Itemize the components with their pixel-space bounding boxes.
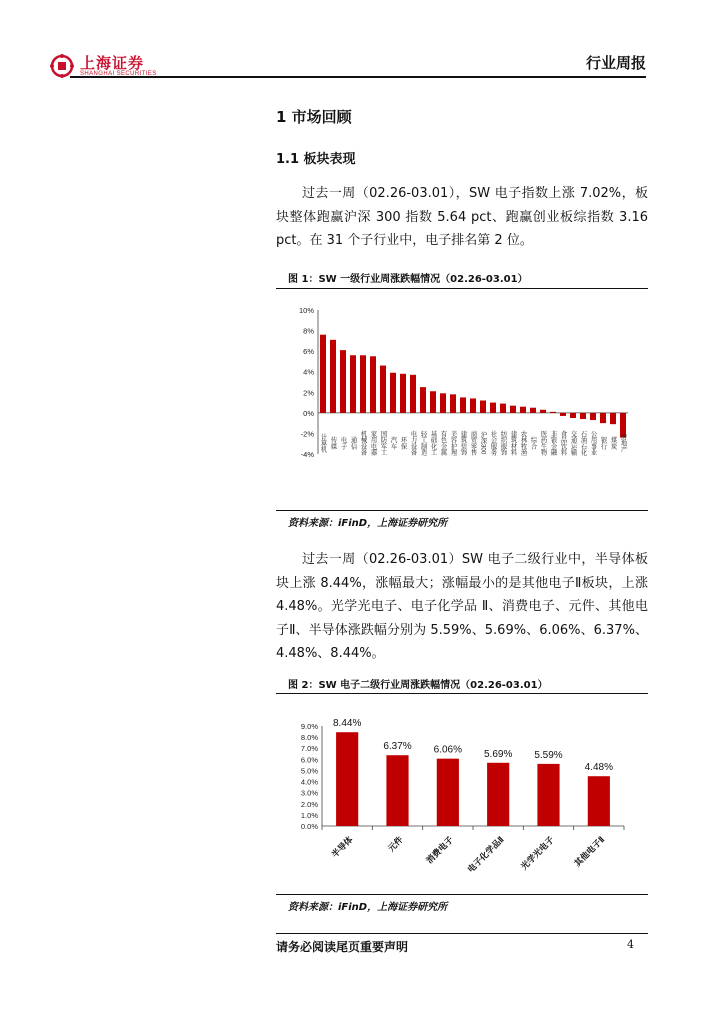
x-category-label: 消费电子 bbox=[424, 834, 456, 866]
bar bbox=[450, 394, 456, 413]
bar bbox=[460, 397, 466, 412]
bar bbox=[540, 410, 546, 413]
paragraph-1: 过去一周（02.26-03.01），SW 电子指数上涨 7.02%，板块整体跑赢沪深 300 指数 5.64 pct、跑赢创业板综指数 3.16 pct。在 31 个子行业中，电子排名第 2 位。 bbox=[276, 186, 648, 248]
y-tick-label: 6% bbox=[303, 347, 314, 357]
bar bbox=[336, 732, 358, 826]
bar bbox=[560, 413, 566, 416]
x-category-label: 医药生物 bbox=[539, 430, 547, 456]
x-category-label: 建筑材料 bbox=[509, 430, 517, 456]
figure-1-title: 图 1：SW 一级行业周涨跌幅情况（02.26-03.01） bbox=[288, 274, 528, 285]
y-tick-label: 7.0% bbox=[300, 744, 318, 754]
x-category-label: 社会服务 bbox=[489, 430, 497, 456]
logo-text-en: SHANGHAI SECURITIES bbox=[80, 70, 157, 77]
bar bbox=[580, 413, 586, 419]
x-category-label: 综合 bbox=[529, 436, 537, 450]
y-tick-label: -2% bbox=[300, 429, 314, 439]
figure-2-title: 图 2：SW 电子二级行业周涨跌幅情况（02.26-03.01） bbox=[288, 680, 548, 691]
x-category-label: 元件 bbox=[385, 834, 405, 854]
bar bbox=[400, 374, 406, 413]
bar bbox=[420, 387, 426, 413]
page-number: 4 bbox=[627, 938, 634, 951]
figure-1-bottom-rule bbox=[276, 510, 648, 511]
bar bbox=[570, 413, 576, 418]
bar bbox=[537, 764, 559, 826]
bar bbox=[360, 355, 366, 413]
logo-text-cn: 上海证券 bbox=[80, 53, 145, 72]
bar bbox=[520, 407, 526, 413]
data-label: 8.44% bbox=[332, 718, 362, 730]
bar bbox=[370, 356, 376, 413]
y-tick-label: 0.0% bbox=[300, 822, 318, 831]
y-tick-label: 10% bbox=[298, 306, 314, 315]
bar bbox=[487, 763, 509, 826]
bar bbox=[386, 755, 408, 826]
x-category-label: 轻工制造 bbox=[419, 430, 427, 456]
x-category-label: 交通运输 bbox=[569, 430, 577, 456]
data-label: 4.48% bbox=[584, 762, 614, 774]
bar bbox=[600, 413, 606, 423]
y-tick-label: 2.0% bbox=[300, 799, 318, 809]
bar bbox=[320, 335, 326, 413]
y-tick-label: 6.0% bbox=[300, 755, 318, 765]
x-category-label: 电子化学品Ⅱ bbox=[465, 834, 506, 875]
y-tick-label: -4% bbox=[300, 450, 314, 459]
x-category-label: 非银金融 bbox=[549, 430, 557, 456]
data-label: 5.69% bbox=[483, 748, 513, 760]
logo-emblem-icon bbox=[50, 54, 74, 78]
x-category-label: 石油石化 bbox=[579, 430, 587, 456]
bar bbox=[530, 408, 536, 413]
x-category-label: 食品饮料 bbox=[559, 430, 567, 456]
x-category-label: 通信 bbox=[349, 436, 357, 450]
y-tick-label: 0% bbox=[303, 408, 314, 418]
bar bbox=[500, 404, 506, 413]
figure-2-bottom-rule bbox=[276, 894, 648, 895]
y-tick-label: 4% bbox=[303, 367, 314, 377]
y-tick-label: 4.0% bbox=[300, 777, 318, 787]
x-category-label: 银行 bbox=[599, 436, 607, 450]
x-category-label: 电力设备 bbox=[409, 430, 417, 456]
bar bbox=[610, 413, 616, 424]
footer-divider bbox=[276, 933, 648, 934]
y-tick-label: 8.0% bbox=[300, 733, 318, 743]
bar bbox=[480, 401, 486, 413]
x-category-label: 传媒 bbox=[329, 436, 337, 450]
x-category-label: 基础化工 bbox=[429, 430, 437, 456]
bar bbox=[490, 403, 496, 413]
bar bbox=[390, 373, 396, 413]
figure-2-top-rule bbox=[276, 693, 648, 694]
x-category-label: 公用事业 bbox=[589, 430, 597, 456]
bar bbox=[430, 391, 436, 413]
company-logo bbox=[50, 54, 157, 78]
x-category-label: 煤炭 bbox=[609, 436, 617, 450]
y-tick-label: 8% bbox=[303, 326, 314, 336]
report-type: 行业周报 bbox=[585, 54, 646, 72]
bar bbox=[550, 412, 556, 413]
figure-2-source: 资料来源：iFinD，上海证券研究所 bbox=[288, 902, 448, 913]
x-category-label: 家用电器 bbox=[369, 430, 377, 456]
x-category-label: 光学光电子 bbox=[518, 834, 556, 872]
bar bbox=[590, 413, 596, 420]
x-category-label: 汽车 bbox=[389, 436, 397, 450]
x-category-label: 有色金属 bbox=[439, 430, 447, 456]
y-tick-label: 2% bbox=[303, 388, 314, 398]
figure-1-top-rule bbox=[276, 288, 648, 289]
x-category-label: 电子 bbox=[339, 436, 347, 450]
x-category-label: 建筑装饰 bbox=[459, 430, 467, 456]
x-category-label: 房地产 bbox=[619, 433, 627, 453]
bar bbox=[380, 366, 386, 413]
section-title: 1 市场回顾 bbox=[276, 108, 352, 126]
bar bbox=[510, 406, 516, 413]
bar bbox=[350, 355, 356, 413]
y-tick-label: 9.0% bbox=[300, 722, 318, 731]
data-label: 5.59% bbox=[534, 749, 563, 761]
bar bbox=[440, 393, 446, 413]
x-category-label: 其他电子Ⅱ bbox=[572, 834, 607, 869]
header-divider bbox=[70, 76, 646, 78]
bar bbox=[437, 759, 459, 826]
footer-disclaimer: 请务必阅读尾页重要声明 bbox=[276, 940, 409, 954]
data-label: 6.37% bbox=[383, 741, 412, 753]
bar bbox=[330, 340, 336, 413]
x-category-label: 纺织服饰 bbox=[499, 430, 507, 456]
x-category-label: 半导体 bbox=[329, 834, 355, 860]
figure-1-chart bbox=[276, 294, 648, 504]
bar bbox=[588, 776, 610, 826]
figure-1-source: 资料来源：iFinD，上海证券研究所 bbox=[288, 518, 448, 529]
figure-2-chart bbox=[276, 700, 648, 890]
x-category-label: 商贸零售 bbox=[469, 430, 477, 456]
y-tick-label: 1.0% bbox=[300, 810, 318, 820]
bar bbox=[410, 375, 416, 413]
x-category-label: 农林牧渔 bbox=[519, 430, 527, 456]
bar bbox=[470, 398, 476, 412]
y-tick-label: 5.0% bbox=[300, 766, 318, 776]
x-category-label: 计算机 bbox=[319, 433, 327, 453]
x-category-label: 环保 bbox=[399, 436, 407, 450]
bar bbox=[340, 350, 346, 413]
subsection-title: 1.1 板块表现 bbox=[276, 152, 356, 167]
x-category-label: 机械设备 bbox=[359, 430, 367, 456]
y-tick-label: 3.0% bbox=[300, 788, 318, 798]
data-label: 6.06% bbox=[433, 744, 463, 756]
x-category-label: 国防军工 bbox=[379, 430, 387, 456]
x-category-label: 沪深300 bbox=[479, 431, 487, 455]
x-category-label: 美容护理 bbox=[449, 430, 457, 456]
paragraph-2: 过去一周（02.26-03.01）SW 电子二级行业中，半导体板块上涨 8.44%，涨幅最大；涨幅最小的是其他电子Ⅱ板块，上涨 4.48%。光学光电子、电子化学品 Ⅱ、消费电子、元件、其他电子Ⅱ、半导体涨跌幅分别为 5.59%、5.69%、6.06%、6.37%、4.48%、8.44%。 bbox=[276, 552, 648, 661]
